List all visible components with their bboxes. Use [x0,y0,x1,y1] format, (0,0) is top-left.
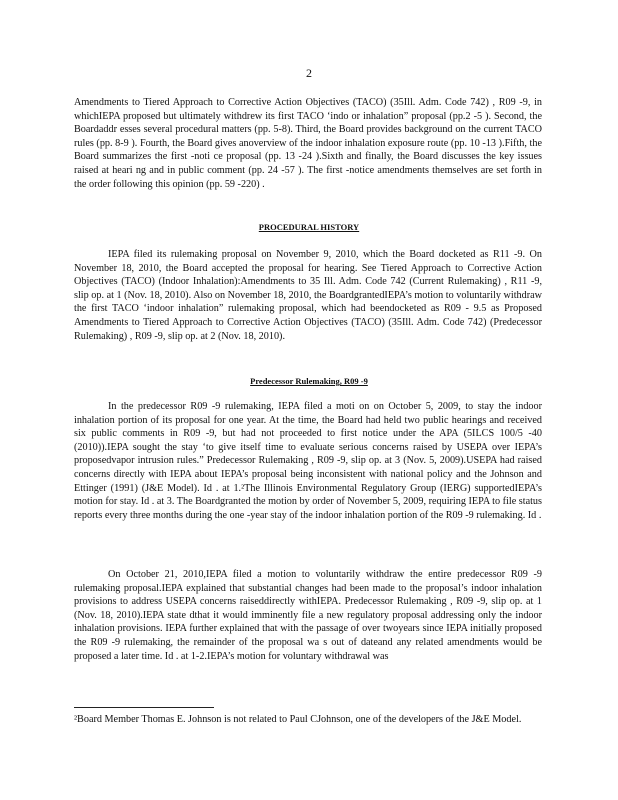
page-number: 2 [306,66,312,80]
predecessor-paragraph-2: On October 21, 2010,IEPA filed a motion to voluntarily withdraw the entire predecessor R09 -9 rulemaking proposal.IEPA explained that substantial changes had been made to the proposal’s indoor inhalation provisions to address USEPA concerns raiseddirectly withIEPA. Predecessor Rulemaking , R09 -9, slip op. at 1 (Nov. 18, 2010).IEPA state dthat it would imminently file a new regulatory proposal addressing only the indoor inhalation provisions. IEPA further explained that with the passage of over twoyears since IEPA initially proposed the R09 -9 rulemaking, the remainder of the proposal wa s out of dateand any related amendments would be proposed a later time. Id . at 1-2.IEPA’s motion for voluntary withdrawal was [74,569,542,662]
footnote-divider [74,707,214,708]
intro-paragraph: Amendments to Tiered Approach to Corrective Action Objectives (TACO) (35Ill. Adm. Code 742) , R09 -9, in whichIEPA proposed but ultimately withdrew its first TACO ‘indo or inhalation” proposal (pp.2 -5 ). Second, the Boardaddr esses several procedural matters (pp. 5-8). Third, the Board provides background on the current TACO rules (pp. 8-9 ). Fourth, the Board gives anoverview of the indoor inhalation exposure route (pp. 10 -13 ).Fifth, the Board summarizes the first -noti ce proposal (pp. 13 -24 ).Sixth and finally, the Board discusses the key issues raised at heari ng and in public comment (pp. 24 -57 ). The first -notice amendments themselves are set forth in the order following this opinion (pp. 59 -220) . [74,97,542,190]
procedural-history-heading: PROCEDURAL HISTORY [258,222,360,232]
predecessor-rulemaking-heading: Predecessor Rulemaking, R09 -9 [250,376,368,386]
footnote: ²Board Member Thomas E. Johnson is not related to Paul CJohnson, one of the developers of the J&E Model. [74,714,522,725]
procedural-history-paragraph: IEPA filed its rulemaking proposal on November 9, 2010, which the Board docketed as R11 -9. On November 18, 2010, the Board accepted the proposal for hearing. See Tiered Approach to Corrective Action Objectives (TACO) (Indoor Inhalation):Amendments to 35 Ill. Adm. Code 742 (Current Rulemaking) , R11 -9, slip op. at 1 (Nov. 18, 2010). Also on November 18, 2010, the BoardgrantedIEPA’s motion to voluntarily withdraw the first TACO ‘indoor inhalation” rulemaking proposal, which had beendocketed as R09 - 9.5 as Proposed Amendments to Tiered Approach to Corrective Action Objectives (TACO) (35Ill. Adm. Code 742) (Predecessor Rulemaking) , R09 -9, slip op. at 2 (Nov. 18, 2010). [74,249,542,342]
predecessor-paragraph-1: In the predecessor R09 -9 rulemaking, IEPA filed a moti on on October 5, 2009, to stay the indoor inhalation portion of its proposal for one year. At the time, the Board had held two public hearings and received six public comments in R09 -9, but had not proceeded to first notice under the APA (5ILCS 100/5 -40 (2010)).IEPA sought the stay ‘to give itself time to evaluate serious concerns raised by USEPA over IEPA’s proposedvapor intrusion rules.” Predecessor Rulemaking , R09 -9, slip op. at 3 (Nov. 5, 2009).USEPA had raised concerns directly with IEPA about IEPA’s proposal being inconsistent with national policy and the Johnson and Ettinger (1991) (J&E Model). Id . at 1.²The Illinois Environmental Regulatory Group (IERG) supportedIEPA’s motion for stay. Id . at 3. The Boardgranted the motion by order of November 5, 2009, requiring IEPA to file status reports every three months during the one -year stay of the indoor inhalation portion of the R09 -9 rulemaking. Id . [74,401,542,521]
